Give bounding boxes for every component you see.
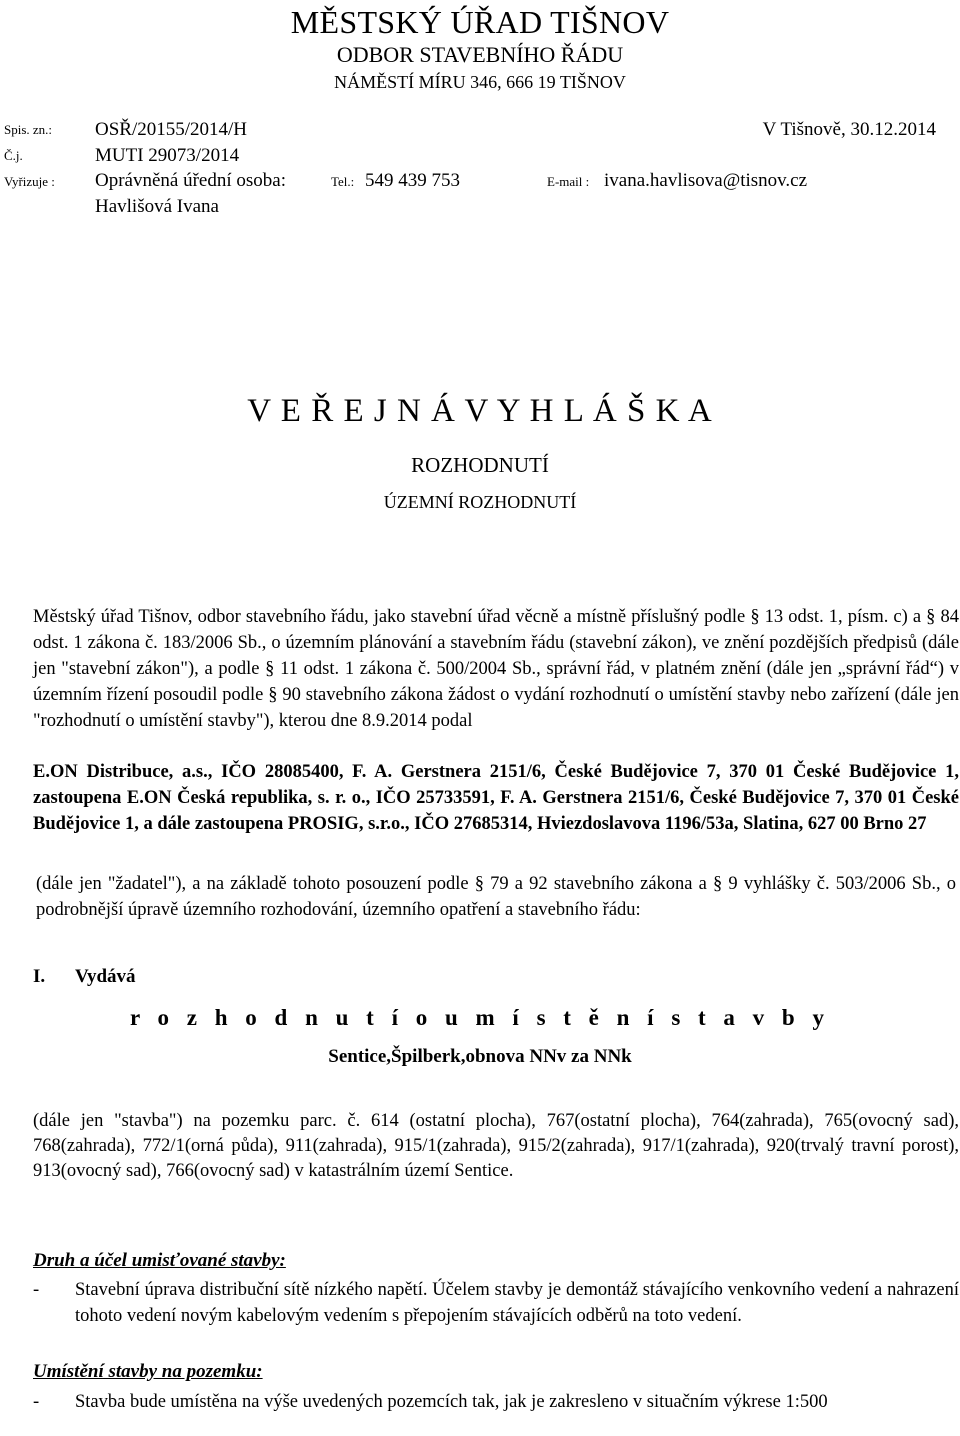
tel-label: Tel.: [331, 174, 355, 189]
druh-item [33, 1277, 959, 1355]
druh-dash: - [33, 1280, 40, 1300]
cj-label: Č.j. [4, 148, 23, 163]
applicant-note-paragraph: (dále jen "žadatel"), a na základě tohoto posouzení podle § 79 a 92 stavebního zákona a § 9 vyhlášky č. 503/2006 Sb., o podrobnější úpravě územního rozhodování, územního opatření a stavebního řádu: [36, 874, 956, 920]
umisteni-item [33, 1389, 959, 1436]
department-title: ODBOR STAVEBNÍHO ŘÁDU [336, 42, 624, 67]
official-name: Havlišová Ivana [95, 196, 219, 217]
parcels-paragraph: (dále jen "stavba") na pozemku parc. č. 614 (ostatní plocha), 767(ostatní plocha), 764(zahrada), 765(ovocný sad), 768(zahrada), 772/1(orná půda), 911(zahrada), 915/1(zahrada), 915/2(zahrada), 917/1(zahrada), 920(trvalý travní porost), 913(ovocný sad), 766(ovocný sad) v katastrálním území Sentice. [33, 1111, 959, 1181]
spis-label: Spis. zn.: [4, 122, 53, 137]
intro-paragraph: Městský úřad Tišnov, odbor stavebního řádu, jako stavební úřad věcně a místně příslušný podle § 13 odst. 1, písm. c) a § 84 odst. 1 zákona č. 183/2006 Sb., o územním plánování a stavebním řádu (stavební zákon), ve znění pozdějších předpisů (dále jen "stavební zákon"), a podle § 11 odst. 1 zákona č. 500/2004 Sb., správní řád, v platném znění (dále jen „správní řád“) v územním řízení posoudil podle § 90 stavebního zákona žádost o vydání rozhodnutí o umístění stavby nebo zařízení (dále jen "rozhodnutí o umístění stavby"), kterou dne 8.9.2014 podal [33, 607, 959, 731]
decision-title: r o z h o d n u t í o u m í s t ě n í s t a v b y [130, 1005, 830, 1030]
email-value: ivana.havlisova@tisnov.cz [604, 170, 808, 191]
place-date: V Tišnově, 30.12.2014 [762, 119, 936, 140]
document-subtitle-2: ÚZEMNÍ ROZHODNUTÍ [383, 492, 577, 512]
vyrizuje-label: Vyřizuje : [4, 174, 55, 189]
druh-text: Stavební úprava distribuční sítě nízkého napětí. Účelem stavby je demontáž stávajícího venkovního vedení a nahrazení tohoto vedení novým kabelovým vedením s přepojením stávajících odběrů na toto vedení. [75, 1280, 959, 1326]
document-title: V E Ř E J N Á V Y H L Á Š K A [247, 393, 713, 429]
section-number: I. [33, 966, 46, 987]
umisteni-text: Stavba bude umístěna na výše uvedených pozemcích tak, jak je zakresleno v situačním výkrese 1:500 [75, 1392, 828, 1412]
tel-value: 549 439 753 [365, 170, 460, 191]
email-label: E-mail : [547, 174, 590, 189]
druh-heading: Druh a účel umisťované stavby: [33, 1250, 286, 1271]
umisteni-dash: - [33, 1392, 40, 1412]
office-title: MĚSTSKÝ ÚŘAD TIŠNOV [290, 4, 670, 40]
cj-value: MUTI 29073/2014 [95, 145, 240, 166]
document-subtitle: ROZHODNUTÍ [411, 453, 549, 477]
umisteni-heading: Umístění stavby na pozemku: [33, 1361, 263, 1382]
vyrizuje-value: Oprávněná úřední osoba: [95, 170, 286, 191]
spis-value: OSŘ/20155/2014/H [95, 119, 248, 140]
project-name: Sentice,Špilberk,obnova NNv za NNk [328, 1046, 632, 1067]
office-address: NÁMĚSTÍ MÍRU 346, 666 19 TIŠNOV [334, 72, 626, 92]
section-verb: Vydává [75, 966, 136, 987]
applicant-paragraph: E.ON Distribuce, a.s., IČO 28085400, F. A. Gerstnera 2151/6, České Budějovice 7, 370 01 České Budějovice 1, zastoupena E.ON Česká republika, s. r. o., IČO 25733591, F. A. Gerstnera 2151/6, České Budějovice 7, 370 01 České Budějovice 1, a dále zastoupena PROSIG, s.r.o., IČO 27685314, Hviezdoslavova 1196/53a, Slatina, 627 00 Brno 27 [33, 762, 959, 834]
